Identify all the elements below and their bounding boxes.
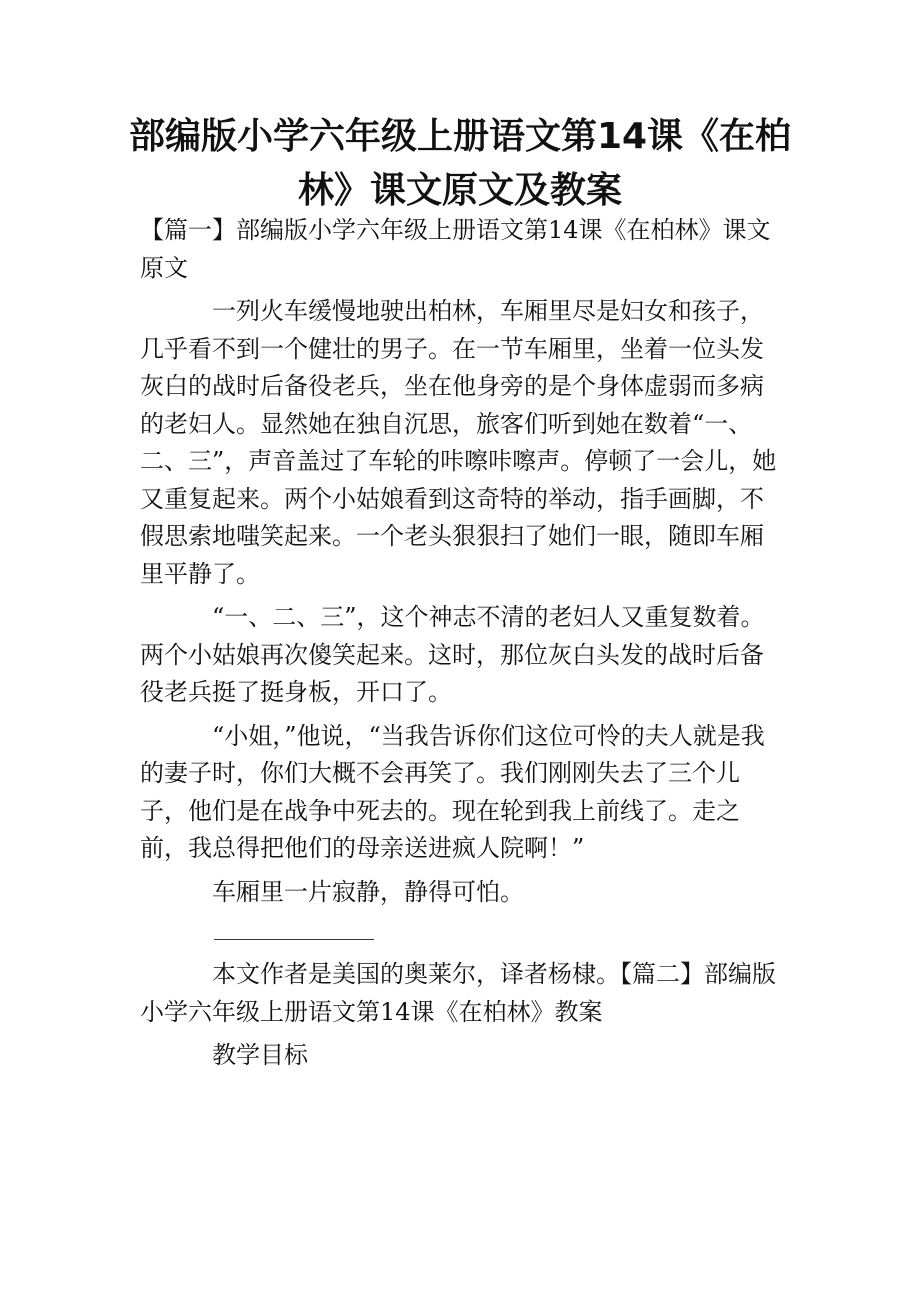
footnote-divider xyxy=(214,939,374,940)
paragraph: “小姐，”他说，“当我告诉你们这位可怜的夫人就是我的妻子时，你们大概不会再笑了。我们刚刚失去了三个儿子，他们是在战争中死去的。现在轮到我上前线了。走之前，我总得把他们的母亲送进疯人院啊！” xyxy=(140,721,765,862)
paragraph: “一、二、三”，这个神志不清的老妇人又重复数着。两个小姑娘再次傻笑起来。这时，那位灰白头发的战时后备役老兵挺了挺身板，开口了。 xyxy=(140,603,765,706)
document-body xyxy=(140,212,784,1081)
section-heading: 【篇一】部编版小学六年级上册语文第14课《在柏林》课文原文 xyxy=(140,216,771,282)
paragraph: 车厢里一片寂静，静得可怕。 xyxy=(212,877,524,906)
footnote-paragraph: 本文作者是美国的奥莱尔，译者杨棣。【篇二】部编版小学六年级上册语文第14课《在柏林》教案 xyxy=(140,960,776,1026)
document-title: 部编版小学六年级上册语文第14课《在柏林》课文原文及教案 xyxy=(128,116,792,211)
paragraph: 一列火车缓慢地驶出柏林，车厢里尽是妇女和孩子，几乎看不到一个健壮的男子。在一节车厢里，坐着一位头发灰白的战时后备役老兵，坐在他身旁的是个身体虚弱而多病的老妇人。显然她在独自沉思，旅客们听到她在数着“一、二、三”，声音盖过了车轮的咔嚓咔嚓声。停顿了一会儿，她又重复起来。两个小姑娘看到这奇特的举动，指手画脚，不假思索地嗤笑起来。一个老头狠狠扫了她们一眼，随即车厢里平静了。 xyxy=(140,297,777,588)
subheading: 教学目标 xyxy=(212,1041,308,1069)
